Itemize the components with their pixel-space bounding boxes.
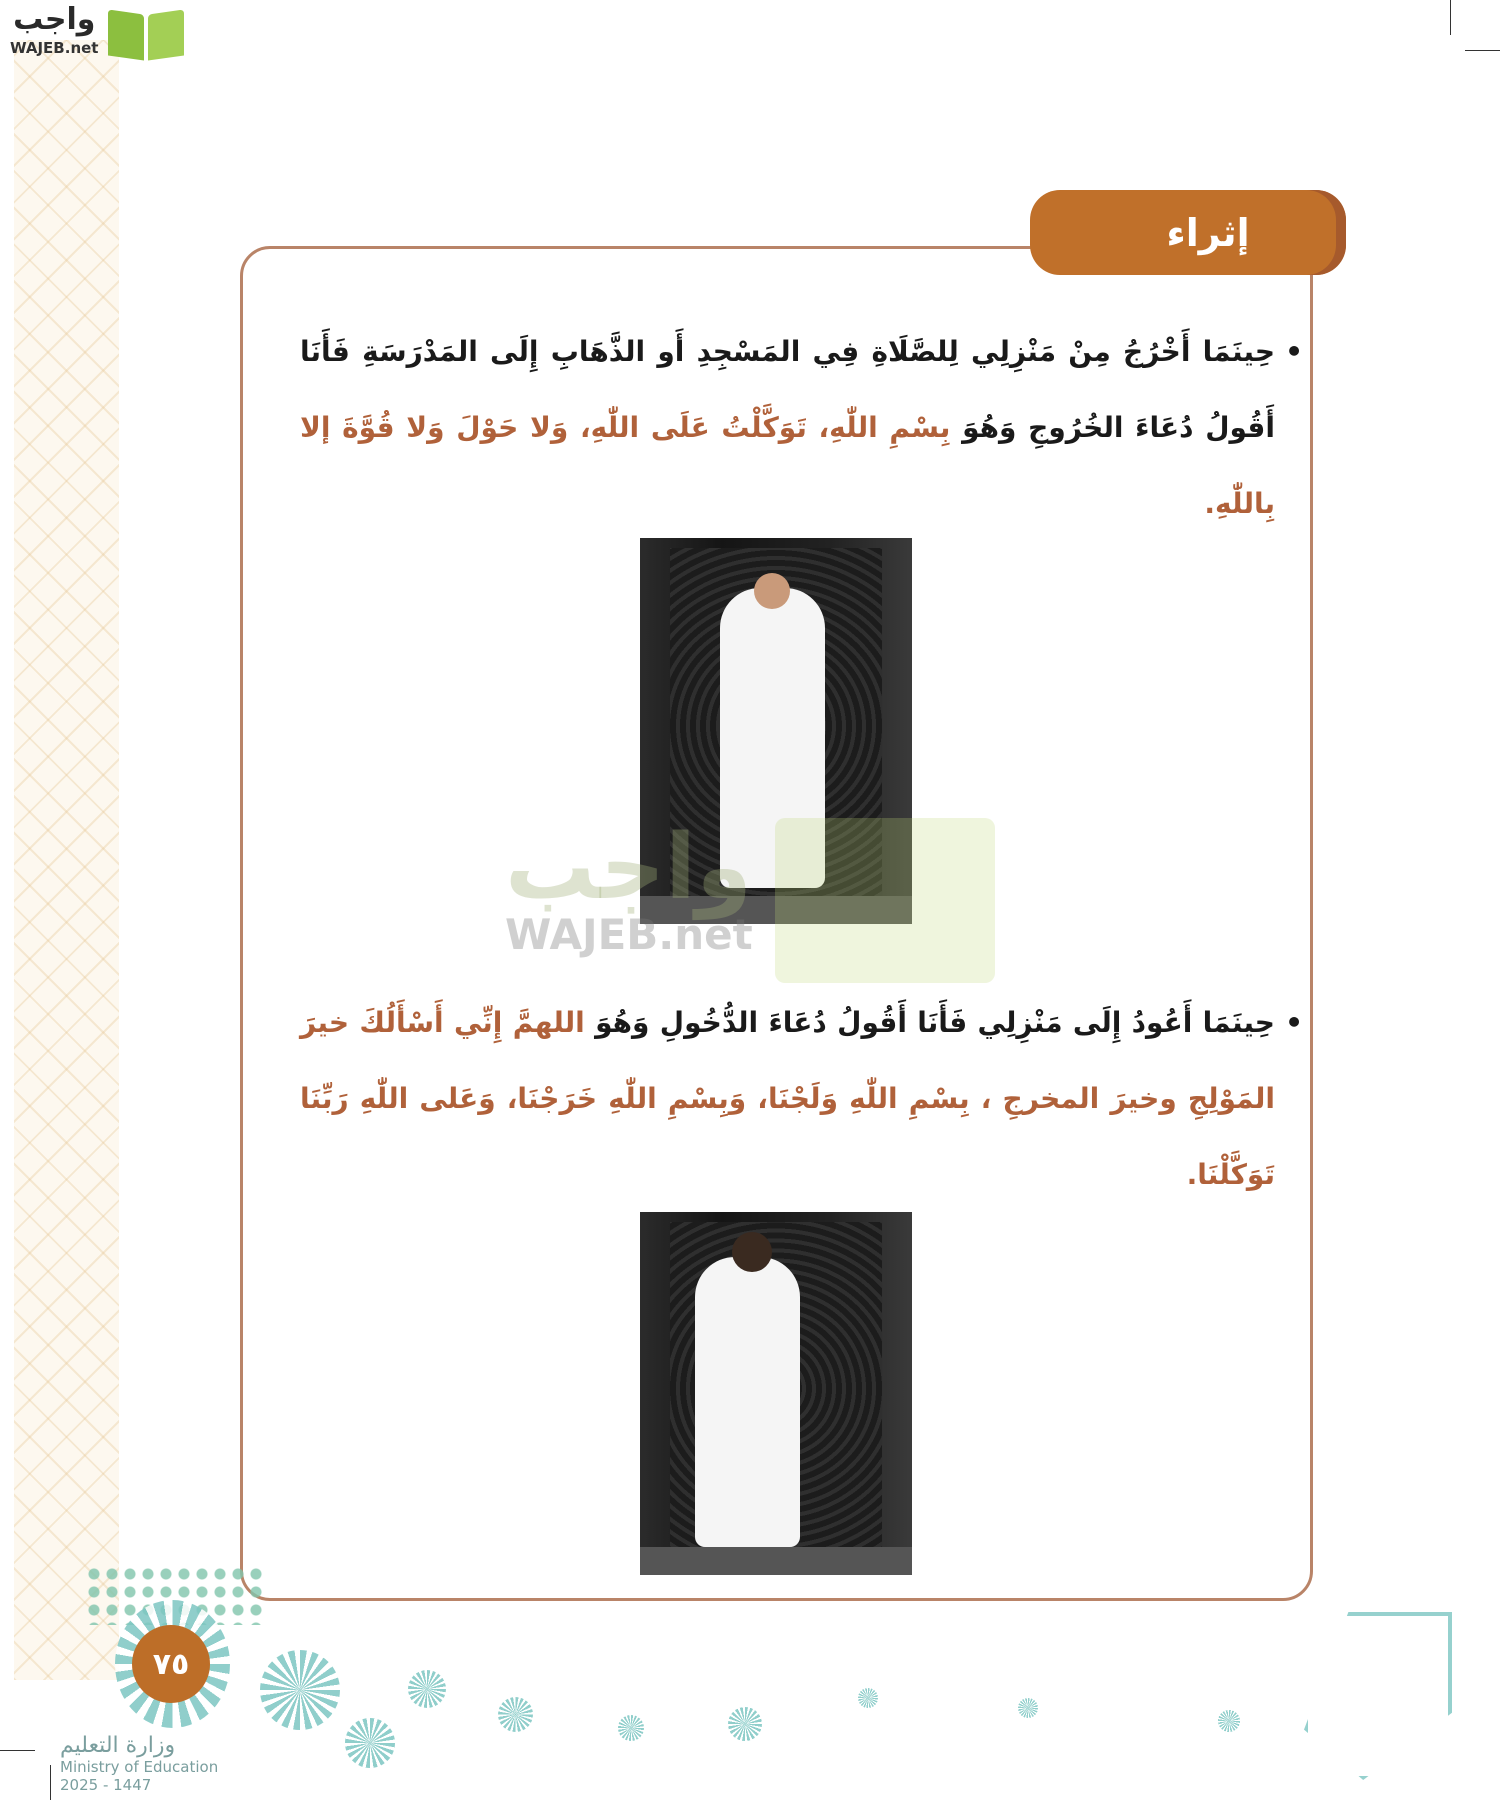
logo-arabic: واجب xyxy=(13,2,96,37)
rosette-decoration xyxy=(345,1718,395,1768)
rosette-decoration xyxy=(498,1697,533,1732)
ministry-logo: وزارة التعليم Ministry of Education 2025 - 1447 xyxy=(60,1733,219,1794)
rosette-decoration xyxy=(1218,1710,1240,1732)
rosette-decoration xyxy=(728,1707,762,1741)
dua-text: اللهمَّ إِنِّي أَسْأَلُكَ خيرَ المَوْلِجِ وخيرَ المخرجِ ، بِسْمِ اللّٰهِ وَلَجْنَا، وَبِسْمِ اللّٰهِ خَرَجْنَا، وَعَلى اللّٰهِ رَبِّنَا تَوَكَّلْنَا. xyxy=(300,1006,1275,1191)
rosette-decoration xyxy=(858,1688,878,1708)
rosette-decoration xyxy=(1018,1698,1038,1718)
section-title: إثراء xyxy=(1166,210,1250,255)
watermark: واجب WAJEB.net xyxy=(505,815,753,959)
crop-mark xyxy=(1465,50,1500,51)
crop-mark xyxy=(1450,0,1451,35)
rosette-decoration xyxy=(408,1670,446,1708)
photo-boy-entering xyxy=(640,1212,912,1575)
geometric-decoration xyxy=(1304,1612,1452,1780)
wajeb-logo[interactable] xyxy=(10,2,186,62)
dua-text: بِسْمِ اللّٰهِ، تَوَكَّلْتُ عَلَى اللّٰهِ، وَلا حَوْلَ وَلا قُوَّةَ إلا بِاللّٰهِ. xyxy=(300,411,1275,520)
bullet-marker: • xyxy=(1285,1006,1303,1039)
rosette-decoration xyxy=(260,1650,340,1730)
bullet-text: حِينَمَا أَعُودُ إِلَى مَنْزِلِي فَأَنَا أَقُولُ دُعَاءَ الدُّخُولِ وَهُوَ xyxy=(584,1006,1275,1039)
logo-latin: WAJEB.net xyxy=(10,39,99,57)
watermark-book-icon xyxy=(775,818,995,983)
bullet-text: حِينَمَا أَخْرُجُ مِنْ مَنْزِلِي لِلصَّلَاةِ فِي المَسْجِدِ أَو الذَّهَابِ إِلَى المَدْرَسَةِ فَأَنَا أَقُولُ دُعَاءَ الخُرُوجِ وَهُوَ xyxy=(300,335,1275,444)
bullet-exit xyxy=(300,314,1303,542)
rosette-decoration xyxy=(618,1715,644,1741)
crop-mark xyxy=(50,1765,51,1800)
bullet-enter xyxy=(300,985,1303,1213)
page-number: ٧٥ xyxy=(132,1625,210,1703)
bullet-marker: • xyxy=(1285,335,1303,368)
decorative-pattern-strip xyxy=(14,40,119,1680)
book-icon xyxy=(106,6,186,62)
section-title-tab xyxy=(1030,190,1346,275)
crop-mark xyxy=(0,1750,35,1751)
